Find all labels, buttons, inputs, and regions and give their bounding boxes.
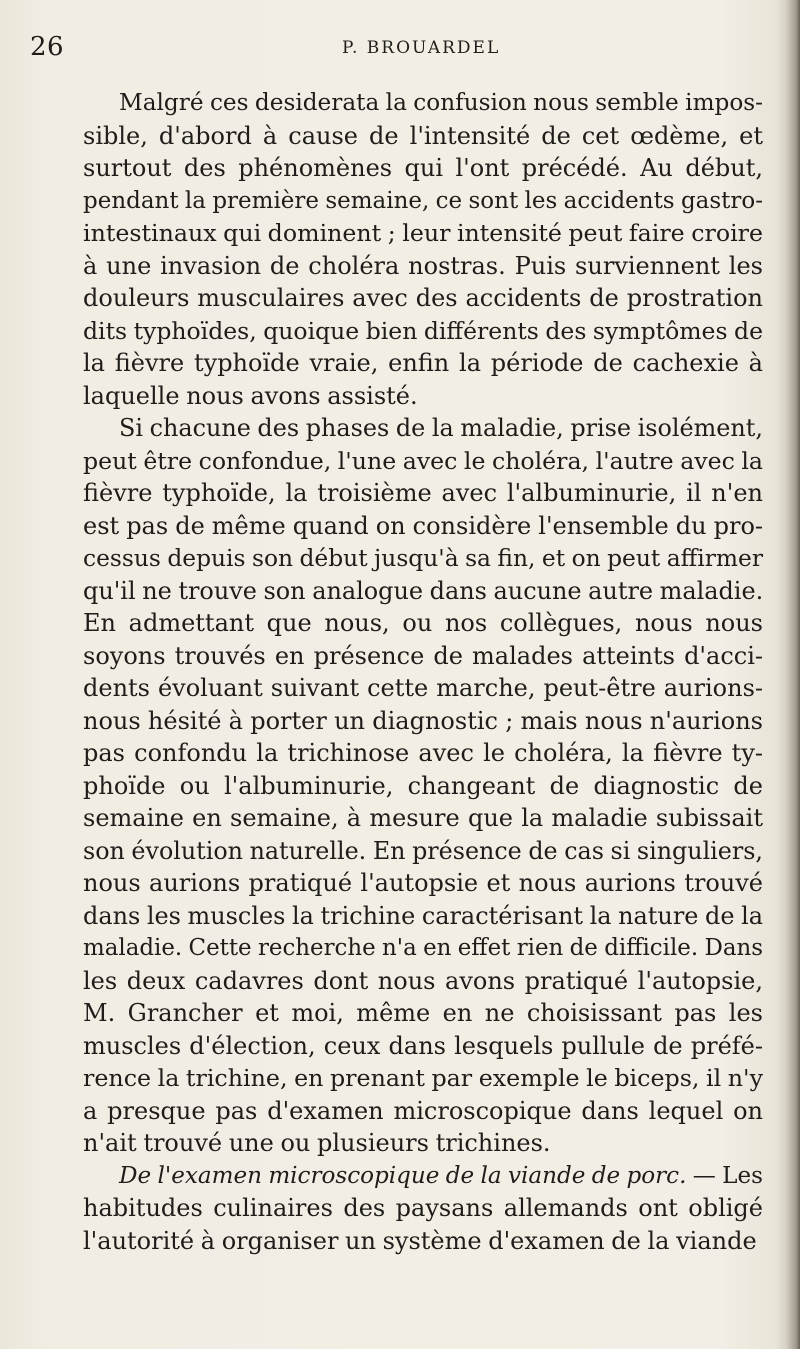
running-head: P. BROUARDEL: [342, 38, 501, 58]
text-line: peut être confondue, l'une avec le choléra, l'autre avec la: [83, 446, 763, 475]
text-line: Malgré ces desiderata la confusion nous semble impos-: [119, 89, 763, 116]
section-heading: De l'examen microscopique de la viande de porc.: [119, 1162, 687, 1189]
text-line: nous aurions pratiqué l'autopsie et nous aurions trouvé: [83, 869, 763, 897]
text-line: nous hésité à porter un diagnostic ; mais nous n'aurions: [83, 706, 763, 735]
text-line: l'autorité à organiser un système d'examen de la viande: [83, 1226, 757, 1255]
text-line: cessus depuis son début jusqu'à sa fin, et on peut affirmer: [83, 544, 763, 572]
text-line: douleurs musculaires avec des accidents de prostration: [83, 284, 763, 312]
text-line: surtout des phénomènes qui l'ont précédé. Au début,: [83, 154, 763, 182]
page-header: [30, 28, 750, 68]
section-heading-rest: — Les: [686, 1162, 763, 1189]
page-number: 26: [30, 32, 65, 62]
text-line: phoïde ou l'albuminurie, changeant de diagnostic de: [83, 771, 763, 800]
page-edge-shadow: [786, 0, 800, 1349]
text-line: pendant la première semaine, ce sont les accidents gastro-: [83, 187, 763, 214]
text-line: intestinaux qui dominent ; leur intensité peut faire croire: [83, 219, 763, 247]
section-heading-line: [83, 1160, 763, 1193]
text-line: maladie. Cette recherche n'a en effet rien de difficile. Dans: [83, 935, 763, 961]
text-line: qu'il ne trouve son analogue dans aucune autre maladie.: [83, 576, 764, 605]
text-line: les deux cadavres dont nous avons pratiqué l'autopsie,: [83, 966, 763, 995]
text-line: la fièvre typhoïde vraie, enfin la période de cachexie à: [83, 349, 763, 377]
text-line: soyons trouvés en présence de malades atteints d'acci-: [83, 641, 763, 670]
text-line: est pas de même quand on considère l'ensemble du pro-: [83, 511, 763, 540]
text-line: dans les muscles la trichine caractérisant la nature de la: [83, 901, 764, 930]
text-line: dits typhoïdes, quoique bien différents des symptômes de: [83, 316, 763, 345]
text-line: rence la trichine, en prenant par exemple le biceps, il n'y: [83, 1064, 763, 1092]
text-line: semaine en semaine, à mesure que la maladie subissait: [83, 804, 763, 832]
text-line: Si chacune des phases de la maladie, prise isolément,: [119, 414, 763, 442]
text-line: pas confondu la trichinose avec le choléra, la fièvre ty-: [83, 739, 763, 767]
text-line: son évolution naturelle. En présence de cas si singuliers,: [83, 836, 763, 865]
text-line: sible, d'abord à cause de l'intensité de cet œdème, et: [83, 121, 763, 150]
text-line: n'ait trouvé une ou plusieurs trichines.: [83, 1129, 551, 1157]
text-line: habitudes culinaires des paysans allemands ont obligé: [83, 1194, 763, 1222]
text-line: muscles d'élection, ceux dans lesquels pullule de préfé-: [83, 1031, 763, 1060]
text-line: dents évoluant suivant cette marche, peut-être aurions-: [83, 674, 763, 702]
text-line: En admettant que nous, ou nos collègues, nous nous: [83, 609, 763, 637]
text-line: laquelle nous avons assisté.: [83, 381, 418, 410]
text-line: M. Grancher et moi, même en ne choisissant pas les: [83, 999, 763, 1027]
text-line: a presque pas d'examen microscopique dans lequel on: [83, 1096, 763, 1125]
text-line: à une invasion de choléra nostras. Puis surviennent les: [83, 251, 763, 280]
body-text: [83, 87, 763, 1257]
text-line: fièvre typhoïde, la troisième avec l'albuminurie, il n'en: [83, 479, 763, 507]
